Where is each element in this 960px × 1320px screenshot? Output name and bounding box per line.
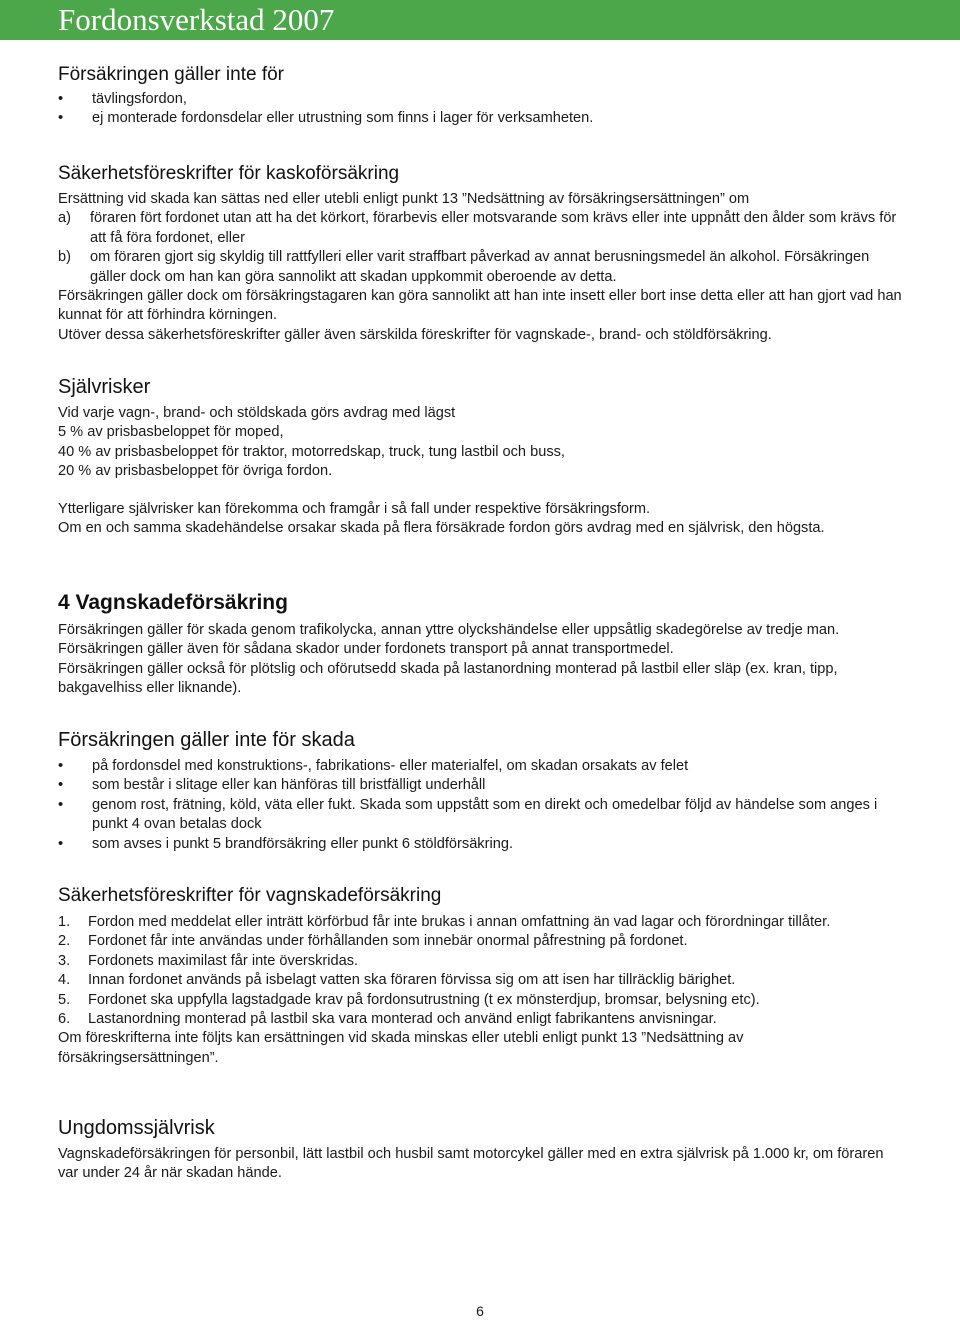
paragraph: Om föreskrifterna inte följts kan ersättningen vid skada minskas eller utebli enligt punkt 13 ”Nedsättning av försäkringsersättningen”. [58,1030,744,1066]
list-item-text: föraren fört fordonet utan att ha det körkort, förarbevis eller motsvarande som krävs eller inte uppnått den ålder som krävs för att få föra fordonet, eller [90,210,897,246]
list-item: • genom rost, frätning, köld, väta eller fukt. Skada som uppstått som en direkt och omedelbar följd av händelse som anges i punkt 4 ovan betalas dock [58,796,878,833]
deductible-lines [58,404,904,482]
bullet-icon: • [58,777,64,794]
paragraph: Försäkringen gäller för skada genom trafikolycka, annan yttre olyckshändelse eller uppsåtlig skadegörelse av tredje man. Försäkringen gäller även för sådana skador under fordonets transport på annat transportmedel. [58,622,840,658]
section-heading: Försäkringen gäller inte för skada [58,729,355,751]
section-not-covered [58,729,904,854]
bullet-icon: • [58,758,64,774]
paragraph: Vagnskadeförsäkringen för personbil, lätt lastbil och husbil samt motorcykel gäller med en extra självrisk på 1.000 kr, om föraren var under 24 år när skadan hände. [58,1146,884,1182]
paragraph-line: 5 % av prisbasbeloppet för moped, [58,424,284,441]
section-heading: Säkerhetsföreskrifter för vagnskadeförsäkring [58,885,442,906]
section-youth-deductible [58,1117,904,1184]
list-item-text: om föraren gjort sig skyldig till rattfylleri eller varit straffbart påverkad av annat berusningsmedel än alkohol. Försäkringen gäller dock om han kan göra sannolikt att skadan uppkommit oberoende av detta. [90,249,870,285]
paragraph: Utöver dessa säkerhetsföreskrifter gäller även särskilda föreskrifter för vagnskade-, brand- och stöldförsäkring. [58,326,772,343]
list-item [58,209,904,248]
header-bar [0,0,960,40]
list-item: 4. Innan fordonet används på isbelagt vatten ska föraren förvissa sig om att isen har tillräcklig bärighet. [58,972,736,989]
page-title: Fordonsverkstad 2007 [58,2,335,37]
list-item: 5. Fordonet ska uppfylla lagstadgade krav på fordonsutrustning (t ex mönsterdjup, bromsar, belysning etc). [58,991,760,1008]
list-marker: a) [58,210,71,227]
list-item: • som består i slitage eller kan hänföras till bristfälligt underhåll [58,776,904,795]
section-deductibles [58,376,904,538]
list-item: • som avses i punkt 5 brandförsäkring eller punkt 6 stöldförsäkring. [58,835,904,854]
numbered-list [58,913,904,1029]
list-item [58,248,904,287]
bullet-icon: • [58,91,64,107]
bullet-list [58,90,904,129]
paragraph: Ersättning vid skada kan sättas ned eller utebli enligt punkt 13 ”Nedsättning av försäkringsersättningen” om [58,191,750,207]
bullet-icon: • [58,796,64,813]
paragraph: Försäkringen gäller också för plötslig och oförutsedd skada på lastanordning monterad på lastbil eller släp (ex. kran, tipp, bakgavelhiss eller liknande). [58,660,838,697]
paragraph: Ytterligare självrisker kan förekomma och framgår i så fall under respektive försäkringsform. [58,500,651,517]
bullet-icon: • [58,835,64,852]
paragraph-line: 40 % av prisbasbeloppet för traktor, motorredskap, truck, tung lastbil och buss, [58,443,565,460]
list-item: 6. Lastanordning monterad på lastbil ska vara monterad och använd enligt fabrikantens anvisningar. [58,1011,717,1028]
list-item: 1. Fordon med meddelat eller inträtt körförbud får inte brukas i annan omfattning än vad lagar och förordningar tillåter. [58,914,831,930]
list-marker: b) [58,249,71,266]
paragraph: Försäkringen gäller dock om försäkringstagaren kan göra sannolikt att han inte insett eller bort inse detta eller att han gjort vad han kunnat för att förhindra körningen. [58,288,902,324]
page-number: 6 [476,1303,484,1319]
section-heading: Säkerhetsföreskrifter för kaskoförsäkring [58,163,400,184]
section-heading: 4 Vagnskadeförsäkring [58,591,288,614]
paragraph-line: Vid varje vagn-, brand- och stöldskada görs avdrag med lägst [58,405,456,421]
paragraph: Om en och samma skadehändelse orsakar skada på flera försäkrade fordon görs avdrag med en självrisk, den högsta. [58,520,825,537]
section-vagnskade-rules [58,885,904,1068]
bullet-icon: • [58,110,64,127]
section-heading: Försäkringen gäller inte för [58,64,284,85]
list-item: • ej monterade fordonsdelar eller utrustning som finns i lager för verksamheten. [58,109,904,128]
section-heading: Ungdomssjälvrisk [58,1117,215,1139]
list-item: • på fordonsdel med konstruktions-, fabrikations- eller materialfel, om skadan orsakats av felet [58,757,904,776]
section-exclusions [58,64,904,129]
list-item: 3. Fordonets maximilast får inte överskridas. [58,952,359,969]
paragraph-line: 20 % av prisbasbeloppet för övriga fordon. [58,463,333,480]
list-item: • tävlingsfordon, [58,90,904,109]
section-kasko-rules [58,163,904,345]
bullet-list [58,757,904,854]
list-item: 2. Fordonet får inte användas under förhållanden som innebär onormal påfrestning på fordonet. [58,933,688,950]
section-vagnskade [58,590,904,699]
section-heading: Självrisker [58,376,151,398]
